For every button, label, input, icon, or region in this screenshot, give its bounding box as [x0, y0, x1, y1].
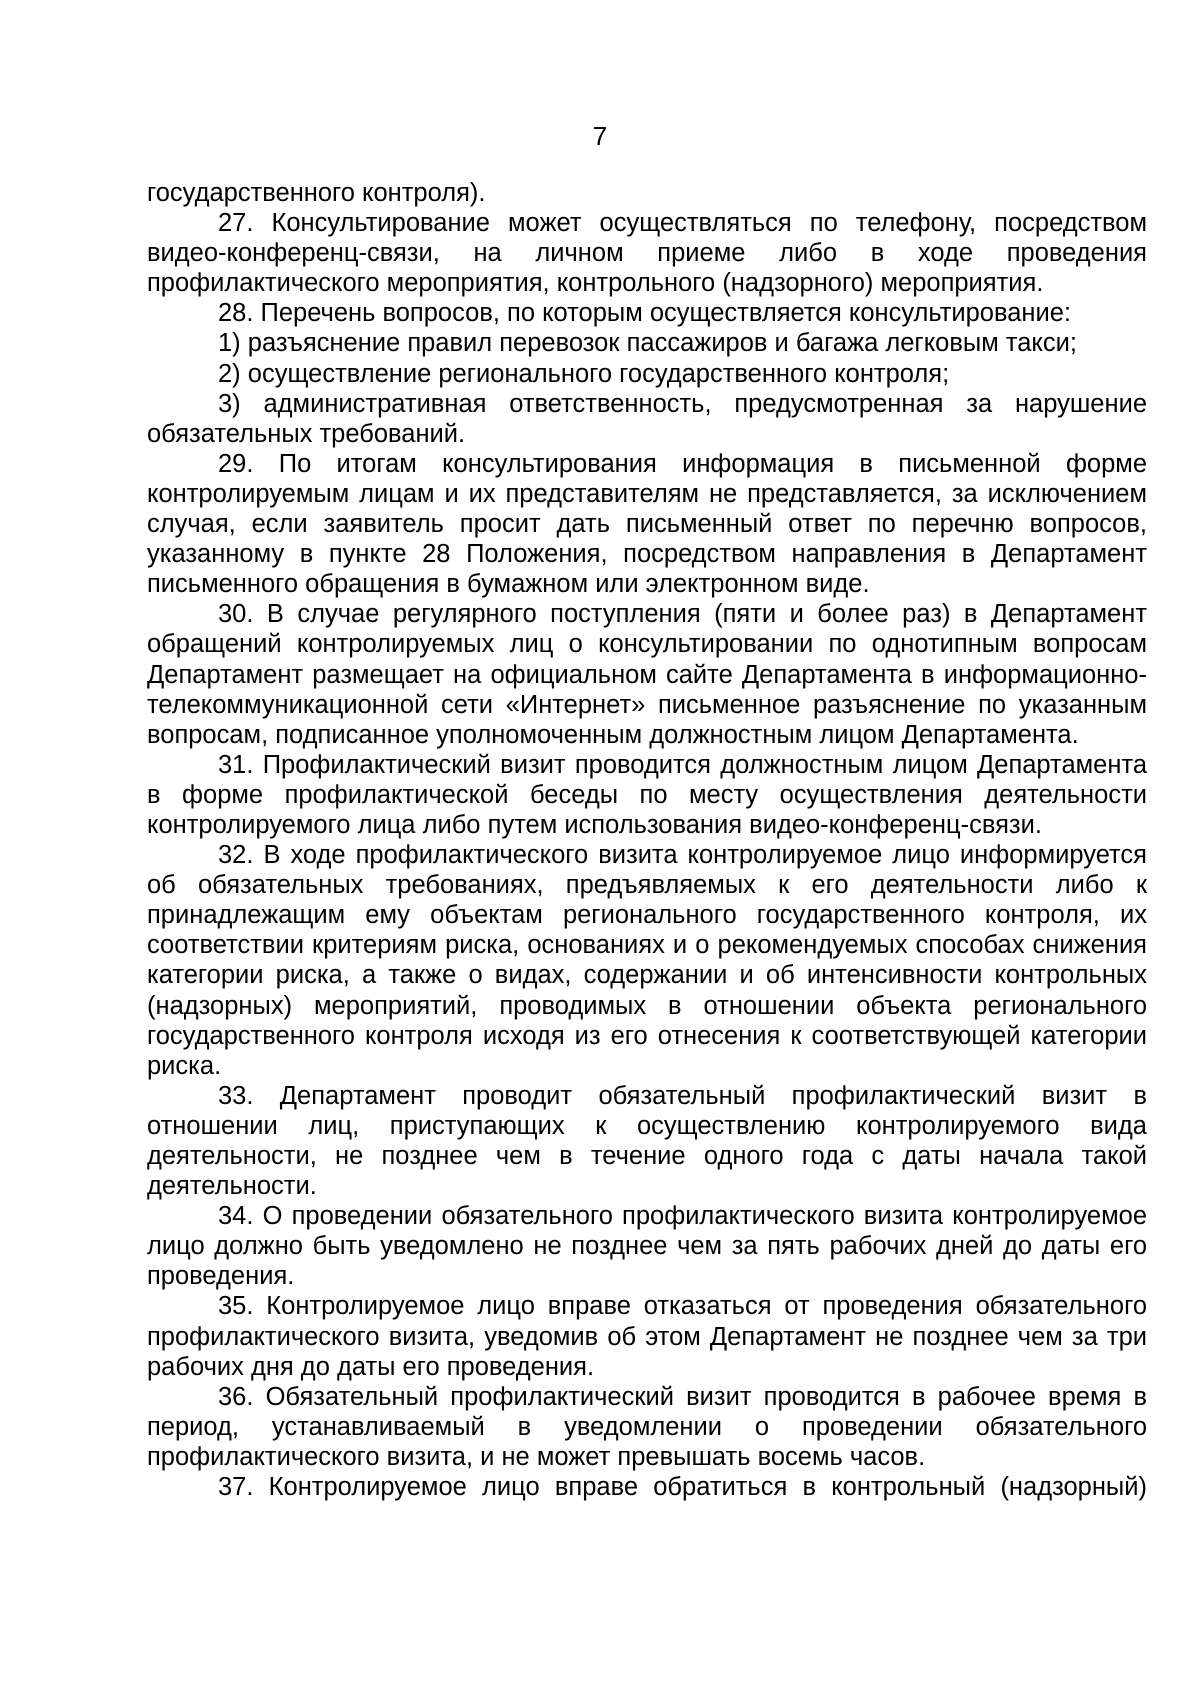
paragraph-32: 32. В ходе профилактического визита контролируемое лицо информируется об обязательных требованиях, предъявляемых к его деятельности либо к принадлежащим ему объектам регионального государственного контроля, их соответствии критериям риска, основаниях и о рекомендуемых способах снижения категории риска, а также о видах, содержании и об интенсивности контрольных (надзорных) мероприятий, проводимых в отношении объекта регионального государственного контроля исходя из его отнесения к соответствующей категории риска.	[147, 841, 1147, 1080]
paragraph-30: 30. В случае регулярного поступления (пяти и более раз) в Департамент обращений контролируемых лиц о консультировании по однотипным вопросам Департамент размещает на официальном сайте Департамента в информационно-телекоммуникационной сети «Интернет» письменное разъяснение по указанным вопросам, подписанное уполномоченным должностным лицом Департамента.	[147, 600, 1147, 749]
paragraph-continuation: государственного контроля).	[147, 179, 486, 207]
paragraph-33: 33. Департамент проводит обязательный профилактический визит в отношении лиц, приступающих к осуществлению контролируемого вида деятельности, не позднее чем в течение одного года с даты начала такой деятельности.	[147, 1081, 1147, 1201]
paragraph-29: 29. По итогам консультирования информация в письменной форме контролируемым лицам и их представителям не представляется, за исключением случая, если заявитель просит дать письменный ответ по перечню вопросов, указанному в пункте 28 Положения, посредством направления в Департамент письменного обращения в бумажном или электронном виде.	[147, 449, 1147, 599]
paragraph-31: 31. Профилактический визит проводится должностным лицом Департамента в форме профилактической беседы по месту осуществления деятельности контролируемого лица либо путем использования видео-конференц-связи.	[147, 750, 1147, 839]
paragraph-34: 34. О проведении обязательного профилактического визита контролируемое лицо должно быть уведомлено не позднее чем за пять рабочих дней до даты его проведения.	[147, 1202, 1147, 1291]
list-item-1: 1) разъяснение правил перевозок пассажиров и багажа легковым такси;	[218, 329, 1077, 358]
paragraph-35: 35. Контролируемое лицо вправе отказаться от проведения обязательного профилактического визита, уведомив об этом Департамент не позднее чем за три рабочих дня до даты его проведения.	[147, 1292, 1147, 1381]
document-body	[147, 178, 1147, 1502]
list-item-2: 2) осуществление регионального государственного контроля;	[218, 359, 950, 388]
list-item-3: 3) административная ответственность, предусмотренная за нарушение обязательных требований.	[147, 389, 1147, 448]
paragraph-36: 36. Обязательный профилактический визит проводится в рабочее время в период, устанавливаемый в уведомлении о проведении обязательного профилактического визита, и не может превышать восемь часов.	[147, 1382, 1147, 1471]
page-number: 7	[592, 121, 608, 151]
paragraph-28: 28. Перечень вопросов, по которым осуществляется консультирование:	[218, 299, 1072, 328]
paragraph-27: 27. Консультирование может осуществляться по телефону, посредством видео-конференц-связи, на личном приеме либо в ходе проведения профилактического мероприятия, контрольного (надзорного) мероприятия.	[147, 209, 1147, 298]
paragraph-37: 37. Контролируемое лицо вправе обратиться в контрольный (надзорный)	[218, 1473, 1147, 1502]
